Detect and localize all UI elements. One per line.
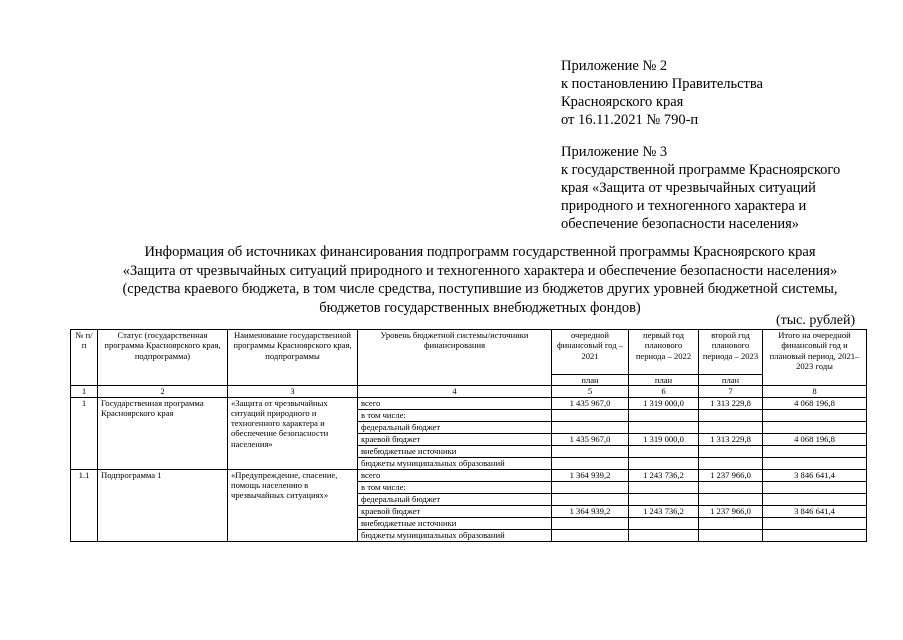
- row-number: 1.1: [71, 469, 98, 541]
- column-number: 7: [699, 386, 763, 397]
- appendix-3-line: обеспечение безопасности населения»: [561, 216, 800, 232]
- header-2023: второй год планового периода – 2023: [699, 330, 763, 375]
- funding-level: внебюджетные источники: [358, 445, 552, 457]
- header-2021: очередной финансовый год – 2021: [552, 330, 629, 375]
- value-2023: [699, 409, 763, 421]
- value-2022: 1 243 736,2: [629, 469, 699, 481]
- plan-label: план: [552, 375, 629, 386]
- header-name: Наименование государственной программы Красноярского края, подпрограммы: [228, 330, 358, 386]
- column-number: 2: [98, 386, 228, 397]
- header-row: [71, 330, 867, 375]
- value-2023: [699, 457, 763, 469]
- value-2022: [629, 517, 699, 529]
- column-numbers-row: [71, 386, 867, 397]
- appendix-2-line: от 16.11.2021 № 790-п: [561, 112, 699, 128]
- header-level: Уровень бюджетной системы/источники финансирования: [358, 330, 552, 386]
- value-2023: [699, 493, 763, 505]
- value-total: [763, 493, 867, 505]
- table-row: [71, 469, 867, 481]
- column-number: 5: [552, 386, 629, 397]
- value-total: 4 068 196,8: [763, 397, 867, 409]
- value-2022: 1 319 000,0: [629, 433, 699, 445]
- value-total: [763, 529, 867, 541]
- appendix-2-line: к постановлению Правительства: [561, 76, 763, 92]
- funding-level: всего: [358, 469, 552, 481]
- header-total: Итого на очередной финансовый год и плановый период, 2021–2023 годы: [763, 330, 867, 386]
- value-total: [763, 421, 867, 433]
- value-2022: [629, 493, 699, 505]
- value-total: [763, 457, 867, 469]
- value-2022: [629, 409, 699, 421]
- appendix-3-line: края «Защита от чрезвычайных ситуаций: [561, 180, 816, 196]
- value-total: 3 846 641,4: [763, 505, 867, 517]
- appendix-2-line: Приложение № 2: [561, 58, 668, 74]
- funding-level: бюджеты муниципальных образований: [358, 457, 552, 469]
- value-2021: [552, 457, 629, 469]
- value-total: [763, 409, 867, 421]
- funding-level: бюджеты муниципальных образований: [358, 529, 552, 541]
- column-number: 6: [629, 386, 699, 397]
- column-number: 1: [71, 386, 98, 397]
- column-number: 3: [228, 386, 358, 397]
- value-2021: [552, 445, 629, 457]
- funding-level: в том числе:: [358, 409, 552, 421]
- header-num: № п/п: [71, 330, 98, 386]
- value-2023: [699, 529, 763, 541]
- program-status: Подпрограмма 1: [98, 469, 228, 541]
- title-line: бюджетов государственных внебюджетных фондов): [319, 299, 641, 316]
- value-2021: [552, 529, 629, 541]
- value-2022: [629, 421, 699, 433]
- title-line: «Защита от чрезвычайных ситуаций природного и техногенного характера и обеспечение безопасности населения»: [122, 262, 838, 279]
- value-2021: [552, 517, 629, 529]
- program-name: «Защита от чрезвычайных ситуаций природного и техногенного характера и обеспечение безопасности населения»: [228, 397, 358, 469]
- value-2021: 1 435 967,0: [552, 433, 629, 445]
- title-line: Информация об источниках финансирования подпрограмм государственной программы Красноярского края: [144, 244, 816, 260]
- financing-table: [70, 329, 867, 542]
- funding-level: в том числе:: [358, 481, 552, 493]
- value-2022: [629, 481, 699, 493]
- program-name: «Предупреждение, спасение, помощь населению в чрезвычайных ситуациях»: [228, 469, 358, 541]
- funding-level: федеральный бюджет: [358, 421, 552, 433]
- value-2023: 1 313 229,8: [699, 397, 763, 409]
- value-2021: [552, 409, 629, 421]
- value-2021: [552, 421, 629, 433]
- value-total: 3 846 641,4: [763, 469, 867, 481]
- value-2023: [699, 481, 763, 493]
- appendix-2-block: [561, 57, 763, 129]
- value-total: [763, 517, 867, 529]
- appendix-3-line: к государственной программе Красноярского: [561, 162, 841, 178]
- document-title: [60, 243, 900, 317]
- value-total: [763, 445, 867, 457]
- header-status: Статус (государственная программа Красноярского края, подпрограмма): [98, 330, 228, 386]
- plan-label: план: [699, 375, 763, 386]
- value-2022: 1 319 000,0: [629, 397, 699, 409]
- appendix-3-line: природного и техногенного характера и: [561, 198, 807, 214]
- appendix-3-line: Приложение № 3: [561, 144, 668, 160]
- value-total: [763, 481, 867, 493]
- column-number: 8: [763, 386, 867, 397]
- value-2023: 1 313 229,8: [699, 433, 763, 445]
- program-status: Государственная программа Красноярского края: [98, 397, 228, 469]
- header-2022: первый год планового периода – 2022: [629, 330, 699, 375]
- value-2022: 1 243 736,2: [629, 505, 699, 517]
- value-2021: [552, 493, 629, 505]
- value-2021: 1 364 939,2: [552, 469, 629, 481]
- appendix-3-block: [561, 143, 840, 233]
- value-2022: [629, 529, 699, 541]
- appendix-2-line: Красноярского края: [561, 94, 684, 110]
- value-2022: [629, 457, 699, 469]
- funding-level: краевой бюджет: [358, 505, 552, 517]
- table-row: [71, 397, 867, 409]
- column-number: 4: [358, 386, 552, 397]
- value-2021: [552, 481, 629, 493]
- plan-label: план: [629, 375, 699, 386]
- funding-level: краевой бюджет: [358, 433, 552, 445]
- value-2023: 1 237 966,0: [699, 505, 763, 517]
- value-total: 4 068 196,8: [763, 433, 867, 445]
- value-2023: [699, 517, 763, 529]
- funding-level: внебюджетные источники: [358, 517, 552, 529]
- value-2023: [699, 421, 763, 433]
- value-2023: [699, 445, 763, 457]
- title-line: (средства краевого бюджета, в том числе средства, поступившие из бюджетов других уровней бюджетной системы,: [122, 281, 838, 297]
- row-number: 1: [71, 397, 98, 469]
- units-label: (тыс. рублей): [776, 313, 856, 328]
- value-2021: 1 364 939,2: [552, 505, 629, 517]
- value-2023: 1 237 966,0: [699, 469, 763, 481]
- funding-level: федеральный бюджет: [358, 493, 552, 505]
- funding-level: всего: [358, 397, 552, 409]
- value-2022: [629, 445, 699, 457]
- value-2021: 1 435 967,0: [552, 397, 629, 409]
